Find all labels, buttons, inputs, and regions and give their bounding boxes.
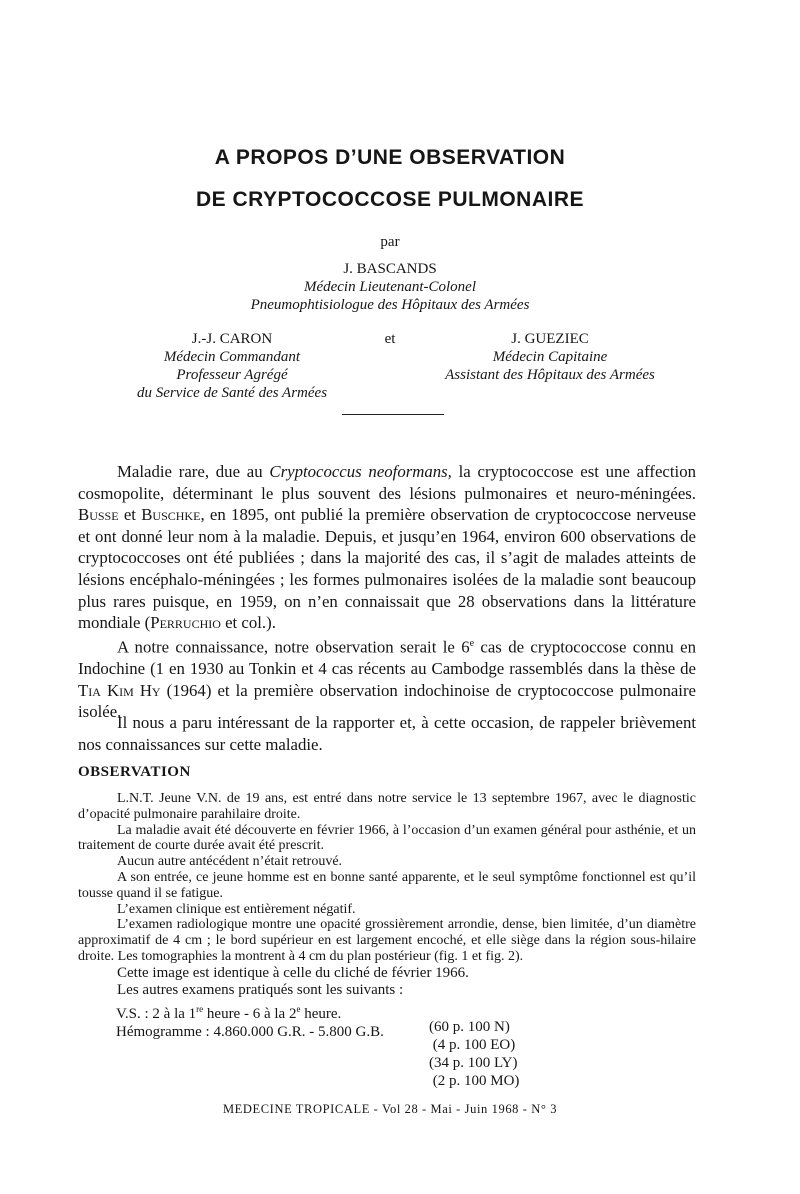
text-run: la cryptococcose est une affection cosmopolite, déterminant le plus souvent des lésions pulmonaires et neuro-méningées. xyxy=(78,462,696,503)
observation-paragraph: La maladie avait été découverte en février 1966, à l’occasion d’un examen général pour asthénie, et un traitement de courte durée avait été prescrit. xyxy=(78,822,696,854)
text-run: et xyxy=(118,505,142,525)
text-run: heure - 6 à la 2 xyxy=(203,1006,297,1022)
observation-paragraph: L.N.T. Jeune V.N. de 19 ans, est entré dans notre service le 13 septembre 1967, avec le diagnostic d’opacité pulmonaire parahilaire droite. xyxy=(78,791,696,822)
lab-results xyxy=(116,1000,384,1041)
formula-row: (2 p. 100 MO) xyxy=(429,1073,520,1089)
author-gueziec xyxy=(420,330,680,384)
text-run: Il nous a paru intéressant de la rapporter et, à cette occasion, de rappeler brièvement nos connaissances sur cette maladie. xyxy=(78,713,696,754)
text-run: , en 1895, ont publié la première observation de cryptococcose nerveuse et ont donné leur nom à la maladie. Depuis, et jusqu’en 1964, environ 600 observations de cryptococcoses ont été publiées ; dans la majorité des cas, il s’agit de malades atteints de lésions encéphalo-méningées ; les formes pulmonaires isolées de la maladie sont beaucoup plus rares puisque, en 1959, on n’en connaissait que 28 observations dans la littérature mondiale ( xyxy=(78,505,696,633)
section-heading: OBSERVATION xyxy=(78,764,191,780)
intro-paragraph-2 xyxy=(78,633,696,723)
byline-par: par xyxy=(380,234,400,250)
author-name: J. BASCANDS xyxy=(343,261,437,277)
text-run: (1964) et la première observation indochinoise de cryptococcose pulmonaire isolée. xyxy=(78,680,697,722)
author-conjunction: et xyxy=(384,331,396,347)
author-role: Professeur Agrégé xyxy=(176,367,288,383)
text-run: heure. xyxy=(300,1006,342,1022)
hemogram-result: Hémogramme : 4.860.000 G.R. - 5.800 G.B. xyxy=(116,1024,384,1040)
author-role: du Service de Santé des Armées xyxy=(136,385,328,401)
text-run: cas de cryptococcose connu en Indochine (1 en 1930 au Tonkin et 4 cas récents au Cambodge rassemblés dans la thèse de xyxy=(78,637,696,679)
text-run: V.S. : 2 à la 1 xyxy=(116,1006,197,1022)
observation-paragraph: L’examen radiologique montre une opacité grossièrement arrondie, dense, bien limitée, d’un diamètre approximatif de 4 cm ; le bord supérieur en est largement encoché, et elle siège dans la région sous-hilaire droite. Les tomographies la montrent à 4 cm du plan postérieur (fig. 1 et fig. 2). xyxy=(78,917,696,964)
text-run: Maladie rare, due au xyxy=(117,462,270,481)
author-reference: Tia Kim Hy xyxy=(78,680,161,700)
observation-paragraph: Aucun autre antécédent n’était retrouvé. xyxy=(117,854,343,870)
formula-row: (60 p. 100 N) xyxy=(429,1019,510,1035)
superscript: e xyxy=(296,1004,301,1014)
species-name: Cryptococcus neoformans, xyxy=(269,462,452,481)
text-run: A notre connaissance, notre observation serait le 6 xyxy=(117,637,470,657)
formula-row: (4 p. 100 EO) xyxy=(429,1037,516,1053)
formula-row: (34 p. 100 LY) xyxy=(429,1055,518,1071)
observation-paragraph: Cette image est identique à celle du cliché de février 1966. xyxy=(117,964,469,981)
author-reference: Perruchio xyxy=(150,613,221,633)
observation-text xyxy=(78,791,696,999)
text-run: et col.). xyxy=(220,613,276,633)
intro-paragraph-3 xyxy=(78,712,696,755)
author-role: Médecin Lieutenant-Colonel xyxy=(303,279,477,295)
article-title-line-1: A PROPOS D’UNE OBSERVATION xyxy=(214,146,566,169)
author-bascands xyxy=(0,260,780,314)
author-role: Médecin Commandant xyxy=(163,349,301,365)
intro-paragraph-1 xyxy=(78,461,696,634)
superscript: e xyxy=(469,638,475,649)
journal-footer: MEDECINE TROPICALE - Vol 28 - Mai - Juin 1968 - N° 3 xyxy=(222,1102,558,1116)
observation-paragraph: Les autres examens pratiqués sont les suivants : xyxy=(117,981,404,998)
author-reference: Buschke xyxy=(141,505,201,525)
superscript: re xyxy=(196,1004,204,1014)
author-reference: Busse xyxy=(78,505,119,525)
author-caron xyxy=(112,330,352,402)
observation-paragraph: L’examen clinique est entièrement négatif. xyxy=(117,901,356,917)
vs-result xyxy=(116,1000,384,1023)
article-title-line-2: DE CRYPTOCOCCOSE PULMONAIRE xyxy=(195,188,585,211)
author-role: Assistant des Hôpitaux des Armées xyxy=(445,367,655,383)
observation-paragraph: A son entrée, ce jeune homme est en bonne santé apparente, et le seul symptôme fonctionnel est qu’il tousse quand il se fatigue. xyxy=(78,869,696,901)
author-role: Médecin Capitaine xyxy=(492,349,608,365)
header-divider xyxy=(342,414,444,415)
author-name: J.-J. CARON xyxy=(191,331,273,347)
author-name: J. GUEZIEC xyxy=(511,331,589,347)
author-role: Pneumophtisiologue des Hôpitaux des Armées xyxy=(250,297,530,313)
